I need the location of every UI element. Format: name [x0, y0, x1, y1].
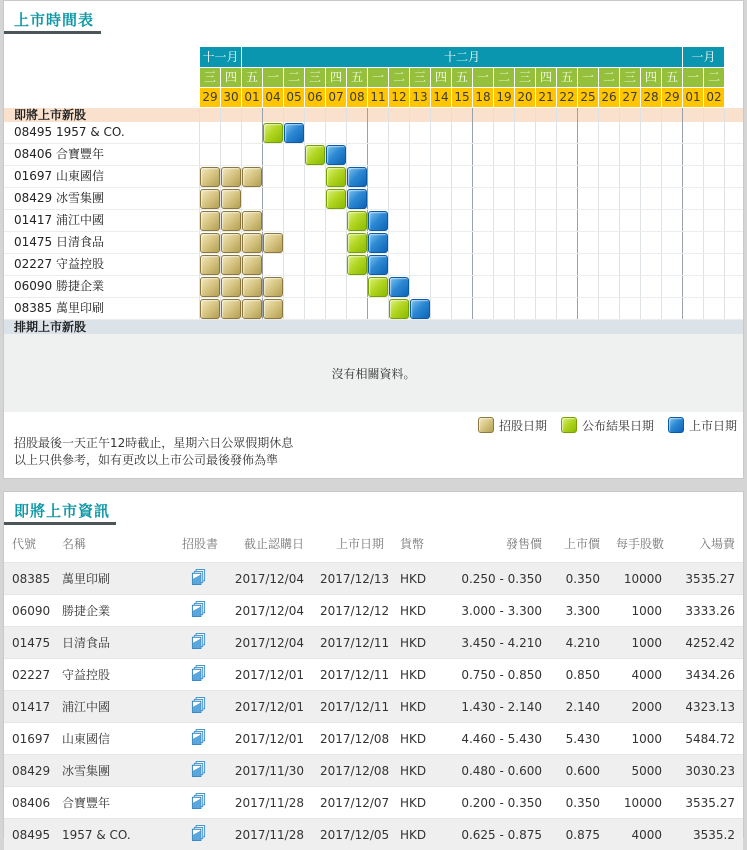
close-date-cell: 2017/11/28: [222, 787, 312, 819]
gantt-cell-offer: [221, 189, 241, 209]
prospectus-icon[interactable]: [191, 793, 206, 813]
legend-label: 上市日期: [689, 417, 737, 434]
lot-size-cell: 5000: [608, 755, 670, 787]
date-cell: 01: [242, 88, 262, 107]
prospectus-icon[interactable]: [191, 569, 206, 589]
weekday-cell: 一: [263, 68, 283, 87]
currency-cell: HKD: [392, 595, 438, 627]
name-cell[interactable]: 勝捷企業: [54, 595, 174, 627]
lot-size-cell: 10000: [608, 563, 670, 595]
gantt-cell-offer: [200, 255, 220, 275]
gantt-cell-offer: [221, 255, 241, 275]
code-cell[interactable]: 01475: [4, 627, 54, 659]
weekday-cell: 一: [578, 68, 598, 87]
gantt-cell-offer: [242, 233, 262, 253]
weekday-cell: 五: [662, 68, 682, 87]
column-header: 上市價: [550, 528, 608, 563]
gantt-cell-offer: [221, 233, 241, 253]
lot-size-cell: 1000: [608, 627, 670, 659]
entry-fee-cell: 3030.23: [670, 755, 743, 787]
close-date-cell: 2017/12/04: [222, 627, 312, 659]
prospectus-icon[interactable]: [191, 761, 206, 781]
gantt-cell-result: [305, 145, 325, 165]
code-cell[interactable]: 01417: [4, 691, 54, 723]
listing-info-title: 即將上市資訊: [14, 500, 110, 521]
close-date-cell: 2017/12/04: [222, 595, 312, 627]
listing-row-01417: [4, 691, 743, 723]
entry-fee-cell: 3535.27: [670, 563, 743, 595]
gantt-cell-offer: [200, 233, 220, 253]
gantt-cell-listing: [368, 255, 388, 275]
weekday-cell: 二: [599, 68, 619, 87]
gantt-cell-offer: [200, 299, 220, 319]
list-price-cell: 3.300: [550, 595, 608, 627]
gantt-cell-listing: [347, 167, 367, 187]
prospectus-cell: [174, 627, 222, 659]
entry-fee-cell: 3535.27: [670, 787, 743, 819]
list-date-cell: 2017/12/11: [312, 659, 392, 691]
date-cell: 20: [515, 88, 535, 107]
currency-cell: HKD: [392, 787, 438, 819]
lot-size-cell: 4000: [608, 659, 670, 691]
gantt-cell-offer: [242, 211, 262, 231]
date-cell: 13: [410, 88, 430, 107]
date-cell: 30: [221, 88, 241, 107]
offer-price-cell: 4.460 - 5.430: [438, 723, 550, 755]
close-date-cell: 2017/12/04: [222, 563, 312, 595]
entry-fee-cell: 5484.72: [670, 723, 743, 755]
listing-row-06090: [4, 595, 743, 627]
prospectus-cell: [174, 819, 222, 850]
code-cell[interactable]: 08385: [4, 563, 54, 595]
close-date-cell: 2017/11/30: [222, 755, 312, 787]
legend-item-offer: [478, 417, 547, 434]
prospectus-cell: [174, 787, 222, 819]
date-cell: 01: [683, 88, 703, 107]
weekday-cell: 二: [284, 68, 304, 87]
name-cell[interactable]: 日清食品: [54, 627, 174, 659]
weekday-cell: 三: [410, 68, 430, 87]
stock-label[interactable]: 06090 勝捷企業: [14, 276, 104, 297]
offer-price-cell: 0.625 - 0.875: [438, 819, 550, 850]
listing-row-08406: [4, 787, 743, 819]
footnote-line: 以上只供參考，如有更改以上市公司最後發佈為準: [14, 452, 293, 469]
code-cell[interactable]: 06090: [4, 595, 54, 627]
gantt-cell-listing: [368, 211, 388, 231]
stock-label[interactable]: 01417 浦江中國: [14, 210, 104, 231]
date-cell: 02: [704, 88, 724, 107]
name-cell[interactable]: 萬里印刷: [54, 563, 174, 595]
lot-size-cell: 4000: [608, 819, 670, 850]
legend-label: 公布結果日期: [582, 417, 654, 434]
stock-label[interactable]: 08495 1957 & CO.: [14, 122, 125, 143]
gantt-cell-offer: [221, 167, 241, 187]
weekday-cell: 四: [221, 68, 241, 87]
no-data-area: [4, 334, 743, 412]
gantt-cell-offer: [263, 233, 283, 253]
offer-price-cell: 3.000 - 3.300: [438, 595, 550, 627]
gantt-cell-offer: [221, 299, 241, 319]
list-price-cell: 0.600: [550, 755, 608, 787]
gantt-row-01475: [4, 232, 743, 254]
offer-price-cell: 0.250 - 0.350: [438, 563, 550, 595]
legend-item-result: [561, 417, 654, 434]
column-header: 招股書: [174, 528, 222, 563]
list-price-cell: 0.350: [550, 563, 608, 595]
gantt-cell-result: [347, 211, 367, 231]
calendar-date-row: [200, 88, 726, 107]
date-cell: 12: [389, 88, 409, 107]
gantt-cell-result: [326, 167, 346, 187]
prospectus-cell: [174, 659, 222, 691]
stock-label[interactable]: 08429 冰雪集團: [14, 188, 104, 209]
weekday-cell: 五: [557, 68, 577, 87]
list-date-cell: 2017/12/12: [312, 595, 392, 627]
prospectus-cell: [174, 755, 222, 787]
date-cell: 14: [431, 88, 451, 107]
prospectus-icon[interactable]: [191, 729, 206, 749]
name-cell[interactable]: 合寶豐年: [54, 787, 174, 819]
close-date-cell: 2017/12/01: [222, 723, 312, 755]
legend-listing-swatch: [668, 417, 684, 433]
weekday-cell: 二: [389, 68, 409, 87]
currency-cell: HKD: [392, 691, 438, 723]
prospectus-icon[interactable]: [191, 633, 206, 653]
prospectus-icon[interactable]: [191, 601, 206, 621]
lot-size-cell: 1000: [608, 595, 670, 627]
month-cell: 十二月: [242, 47, 682, 67]
column-header: 每手股數: [608, 528, 670, 563]
listing-row-01475: [4, 627, 743, 659]
gantt-cell-listing: [410, 299, 430, 319]
footnote-line: 招股最後一天正午12時截止，星期六日公眾假期休息: [14, 435, 293, 452]
title-underline: [4, 31, 101, 34]
gantt-cell-offer: [200, 211, 220, 231]
weekday-cell: 三: [515, 68, 535, 87]
gantt-row-01697: [4, 166, 743, 188]
calendar-weekday-row: [200, 68, 726, 87]
code-cell[interactable]: 01697: [4, 723, 54, 755]
gantt-cell-result: [263, 123, 283, 143]
prospectus-icon[interactable]: [191, 665, 206, 685]
legend-result-swatch: [561, 417, 577, 433]
no-data-text: 沒有相關資料。: [331, 365, 415, 382]
entry-fee-cell: 3434.26: [670, 659, 743, 691]
legend: [464, 416, 737, 434]
lot-size-cell: 2000: [608, 691, 670, 723]
stock-label[interactable]: 01697 山東國信: [14, 166, 104, 187]
listing-row-01697: [4, 723, 743, 755]
date-cell: 29: [200, 88, 220, 107]
date-cell: 28: [641, 88, 661, 107]
stock-label[interactable]: 01475 日清食品: [14, 232, 104, 253]
gantt-cell-result: [368, 277, 388, 297]
close-date-cell: 2017/12/01: [222, 691, 312, 723]
list-price-cell: 0.875: [550, 819, 608, 850]
currency-cell: HKD: [392, 563, 438, 595]
offer-price-cell: 0.750 - 0.850: [438, 659, 550, 691]
gantt-row-08385: [4, 298, 743, 320]
name-cell[interactable]: 守益控股: [54, 659, 174, 691]
gantt-cell-listing: [284, 123, 304, 143]
gantt-cell-offer: [263, 299, 283, 319]
date-cell: 07: [326, 88, 346, 107]
date-cell: 21: [536, 88, 556, 107]
list-date-cell: 2017/12/11: [312, 691, 392, 723]
code-cell[interactable]: 08429: [4, 755, 54, 787]
month-cell: 一月: [683, 47, 724, 67]
weekday-cell: 一: [683, 68, 703, 87]
gantt-cell-offer: [221, 211, 241, 231]
name-cell[interactable]: 浦江中國: [54, 691, 174, 723]
listing-table-header: [4, 528, 743, 563]
weekday-cell: 一: [473, 68, 493, 87]
entry-fee-cell: 3333.26: [670, 595, 743, 627]
code-cell[interactable]: 08495: [4, 819, 54, 850]
weekday-cell: 三: [200, 68, 220, 87]
section-scheduled-ipo: 排期上市新股: [4, 320, 743, 334]
list-date-cell: 2017/12/08: [312, 723, 392, 755]
gantt-cell-result: [347, 233, 367, 253]
lot-size-cell: 10000: [608, 787, 670, 819]
listing-row-08429: [4, 755, 743, 787]
legend-offer-swatch: [478, 417, 494, 433]
footnotes: [14, 435, 293, 469]
weekday-cell: 三: [620, 68, 640, 87]
weekday-cell: 五: [347, 68, 367, 87]
prospectus-icon[interactable]: [191, 697, 206, 717]
list-price-cell: 2.140: [550, 691, 608, 723]
date-cell: 25: [578, 88, 598, 107]
stock-label[interactable]: 08406 合寶豐年: [14, 144, 104, 165]
gantt-row-08406: [4, 144, 743, 166]
column-header: 代號: [4, 528, 54, 563]
entry-fee-cell: 4323.13: [670, 691, 743, 723]
weekday-cell: 二: [704, 68, 724, 87]
date-cell: 29: [662, 88, 682, 107]
weekday-cell: 三: [305, 68, 325, 87]
code-cell[interactable]: 02227: [4, 659, 54, 691]
offer-price-cell: 1.430 - 2.140: [438, 691, 550, 723]
prospectus-cell: [174, 723, 222, 755]
gantt-cell-offer: [200, 167, 220, 187]
timetable-panel: [3, 0, 744, 479]
column-header: 發售價: [438, 528, 550, 563]
column-header: 貨幣: [392, 528, 438, 563]
gantt-cell-listing: [326, 145, 346, 165]
list-price-cell: 4.210: [550, 627, 608, 659]
weekday-cell: 四: [641, 68, 661, 87]
date-cell: 18: [473, 88, 493, 107]
gantt-row-01417: [4, 210, 743, 232]
listing-table: [4, 528, 743, 850]
gantt-cell-result: [347, 255, 367, 275]
name-cell[interactable]: 山東國信: [54, 723, 174, 755]
column-header: 上市日期: [312, 528, 392, 563]
weekday-cell: 五: [242, 68, 262, 87]
gantt-cell-offer: [242, 277, 262, 297]
section-upcoming-ipo: 即將上市新股: [4, 108, 743, 122]
close-date-cell: 2017/12/01: [222, 659, 312, 691]
legend-item-listing: [668, 417, 737, 434]
weekday-cell: 四: [326, 68, 346, 87]
gantt-cell-offer: [221, 277, 241, 297]
name-cell[interactable]: 冰雪集團: [54, 755, 174, 787]
date-cell: 06: [305, 88, 325, 107]
prospectus-cell: [174, 595, 222, 627]
gantt-cell-listing: [389, 277, 409, 297]
weekday-cell: 二: [494, 68, 514, 87]
column-header: 入場費: [670, 528, 743, 563]
list-date-cell: 2017/12/07: [312, 787, 392, 819]
currency-cell: HKD: [392, 723, 438, 755]
offer-price-cell: 0.200 - 0.350: [438, 787, 550, 819]
gantt-cell-listing: [368, 233, 388, 253]
stock-label[interactable]: 08385 萬里印刷: [14, 298, 104, 319]
date-cell: 19: [494, 88, 514, 107]
list-price-cell: 0.850: [550, 659, 608, 691]
offer-price-cell: 0.480 - 0.600: [438, 755, 550, 787]
gantt-cell-offer: [200, 277, 220, 297]
date-cell: 11: [368, 88, 388, 107]
list-date-cell: 2017/12/11: [312, 627, 392, 659]
lot-size-cell: 1000: [608, 723, 670, 755]
gantt-cell-offer: [200, 189, 220, 209]
gantt-row-08495: [4, 122, 743, 144]
listing-row-02227: [4, 659, 743, 691]
date-cell: 27: [620, 88, 640, 107]
list-date-cell: 2017/12/05: [312, 819, 392, 850]
name-cell[interactable]: 1957 & CO.: [54, 819, 174, 850]
date-cell: 26: [599, 88, 619, 107]
column-header: 截止認購日: [222, 528, 312, 563]
gantt-cell-offer: [242, 167, 262, 187]
code-cell[interactable]: 08406: [4, 787, 54, 819]
gantt-row-02227: [4, 254, 743, 276]
weekday-cell: 五: [452, 68, 472, 87]
gantt-cell-offer: [242, 255, 262, 275]
list-date-cell: 2017/12/13: [312, 563, 392, 595]
month-cell: 十一月: [200, 47, 241, 67]
gantt-rows: [4, 122, 743, 320]
gantt-cell-result: [389, 299, 409, 319]
currency-cell: HKD: [392, 659, 438, 691]
currency-cell: HKD: [392, 819, 438, 850]
weekday-cell: 四: [536, 68, 556, 87]
calendar-month-row: [200, 47, 726, 67]
gantt-row-06090: [4, 276, 743, 298]
weekday-cell: 四: [431, 68, 451, 87]
offer-price-cell: 3.450 - 4.210: [438, 627, 550, 659]
legend-label: 招股日期: [499, 417, 547, 434]
gantt-cell-offer: [242, 299, 262, 319]
list-date-cell: 2017/12/08: [312, 755, 392, 787]
date-cell: 04: [263, 88, 283, 107]
list-price-cell: 5.430: [550, 723, 608, 755]
column-header: 名稱: [54, 528, 174, 563]
title-underline: [4, 522, 116, 525]
weekday-cell: 一: [368, 68, 388, 87]
date-cell: 08: [347, 88, 367, 107]
currency-cell: HKD: [392, 755, 438, 787]
date-cell: 05: [284, 88, 304, 107]
currency-cell: HKD: [392, 627, 438, 659]
list-price-cell: 0.350: [550, 787, 608, 819]
listing-row-08495: [4, 819, 743, 850]
close-date-cell: 2017/11/28: [222, 819, 312, 850]
gantt-cell-listing: [347, 189, 367, 209]
entry-fee-cell: 3535.2: [670, 819, 743, 850]
date-cell: 15: [452, 88, 472, 107]
listing-row-08385: [4, 563, 743, 595]
prospectus-cell: [174, 563, 222, 595]
gantt-cell-result: [326, 189, 346, 209]
timetable-title: 上市時間表: [14, 9, 94, 30]
gantt-row-08429: [4, 188, 743, 210]
date-cell: 22: [557, 88, 577, 107]
gantt-cell-offer: [263, 277, 283, 297]
entry-fee-cell: 4252.42: [670, 627, 743, 659]
prospectus-cell: [174, 691, 222, 723]
prospectus-icon[interactable]: [191, 825, 206, 845]
listing-info-panel: [3, 491, 744, 838]
stock-label[interactable]: 02227 守益控股: [14, 254, 104, 275]
